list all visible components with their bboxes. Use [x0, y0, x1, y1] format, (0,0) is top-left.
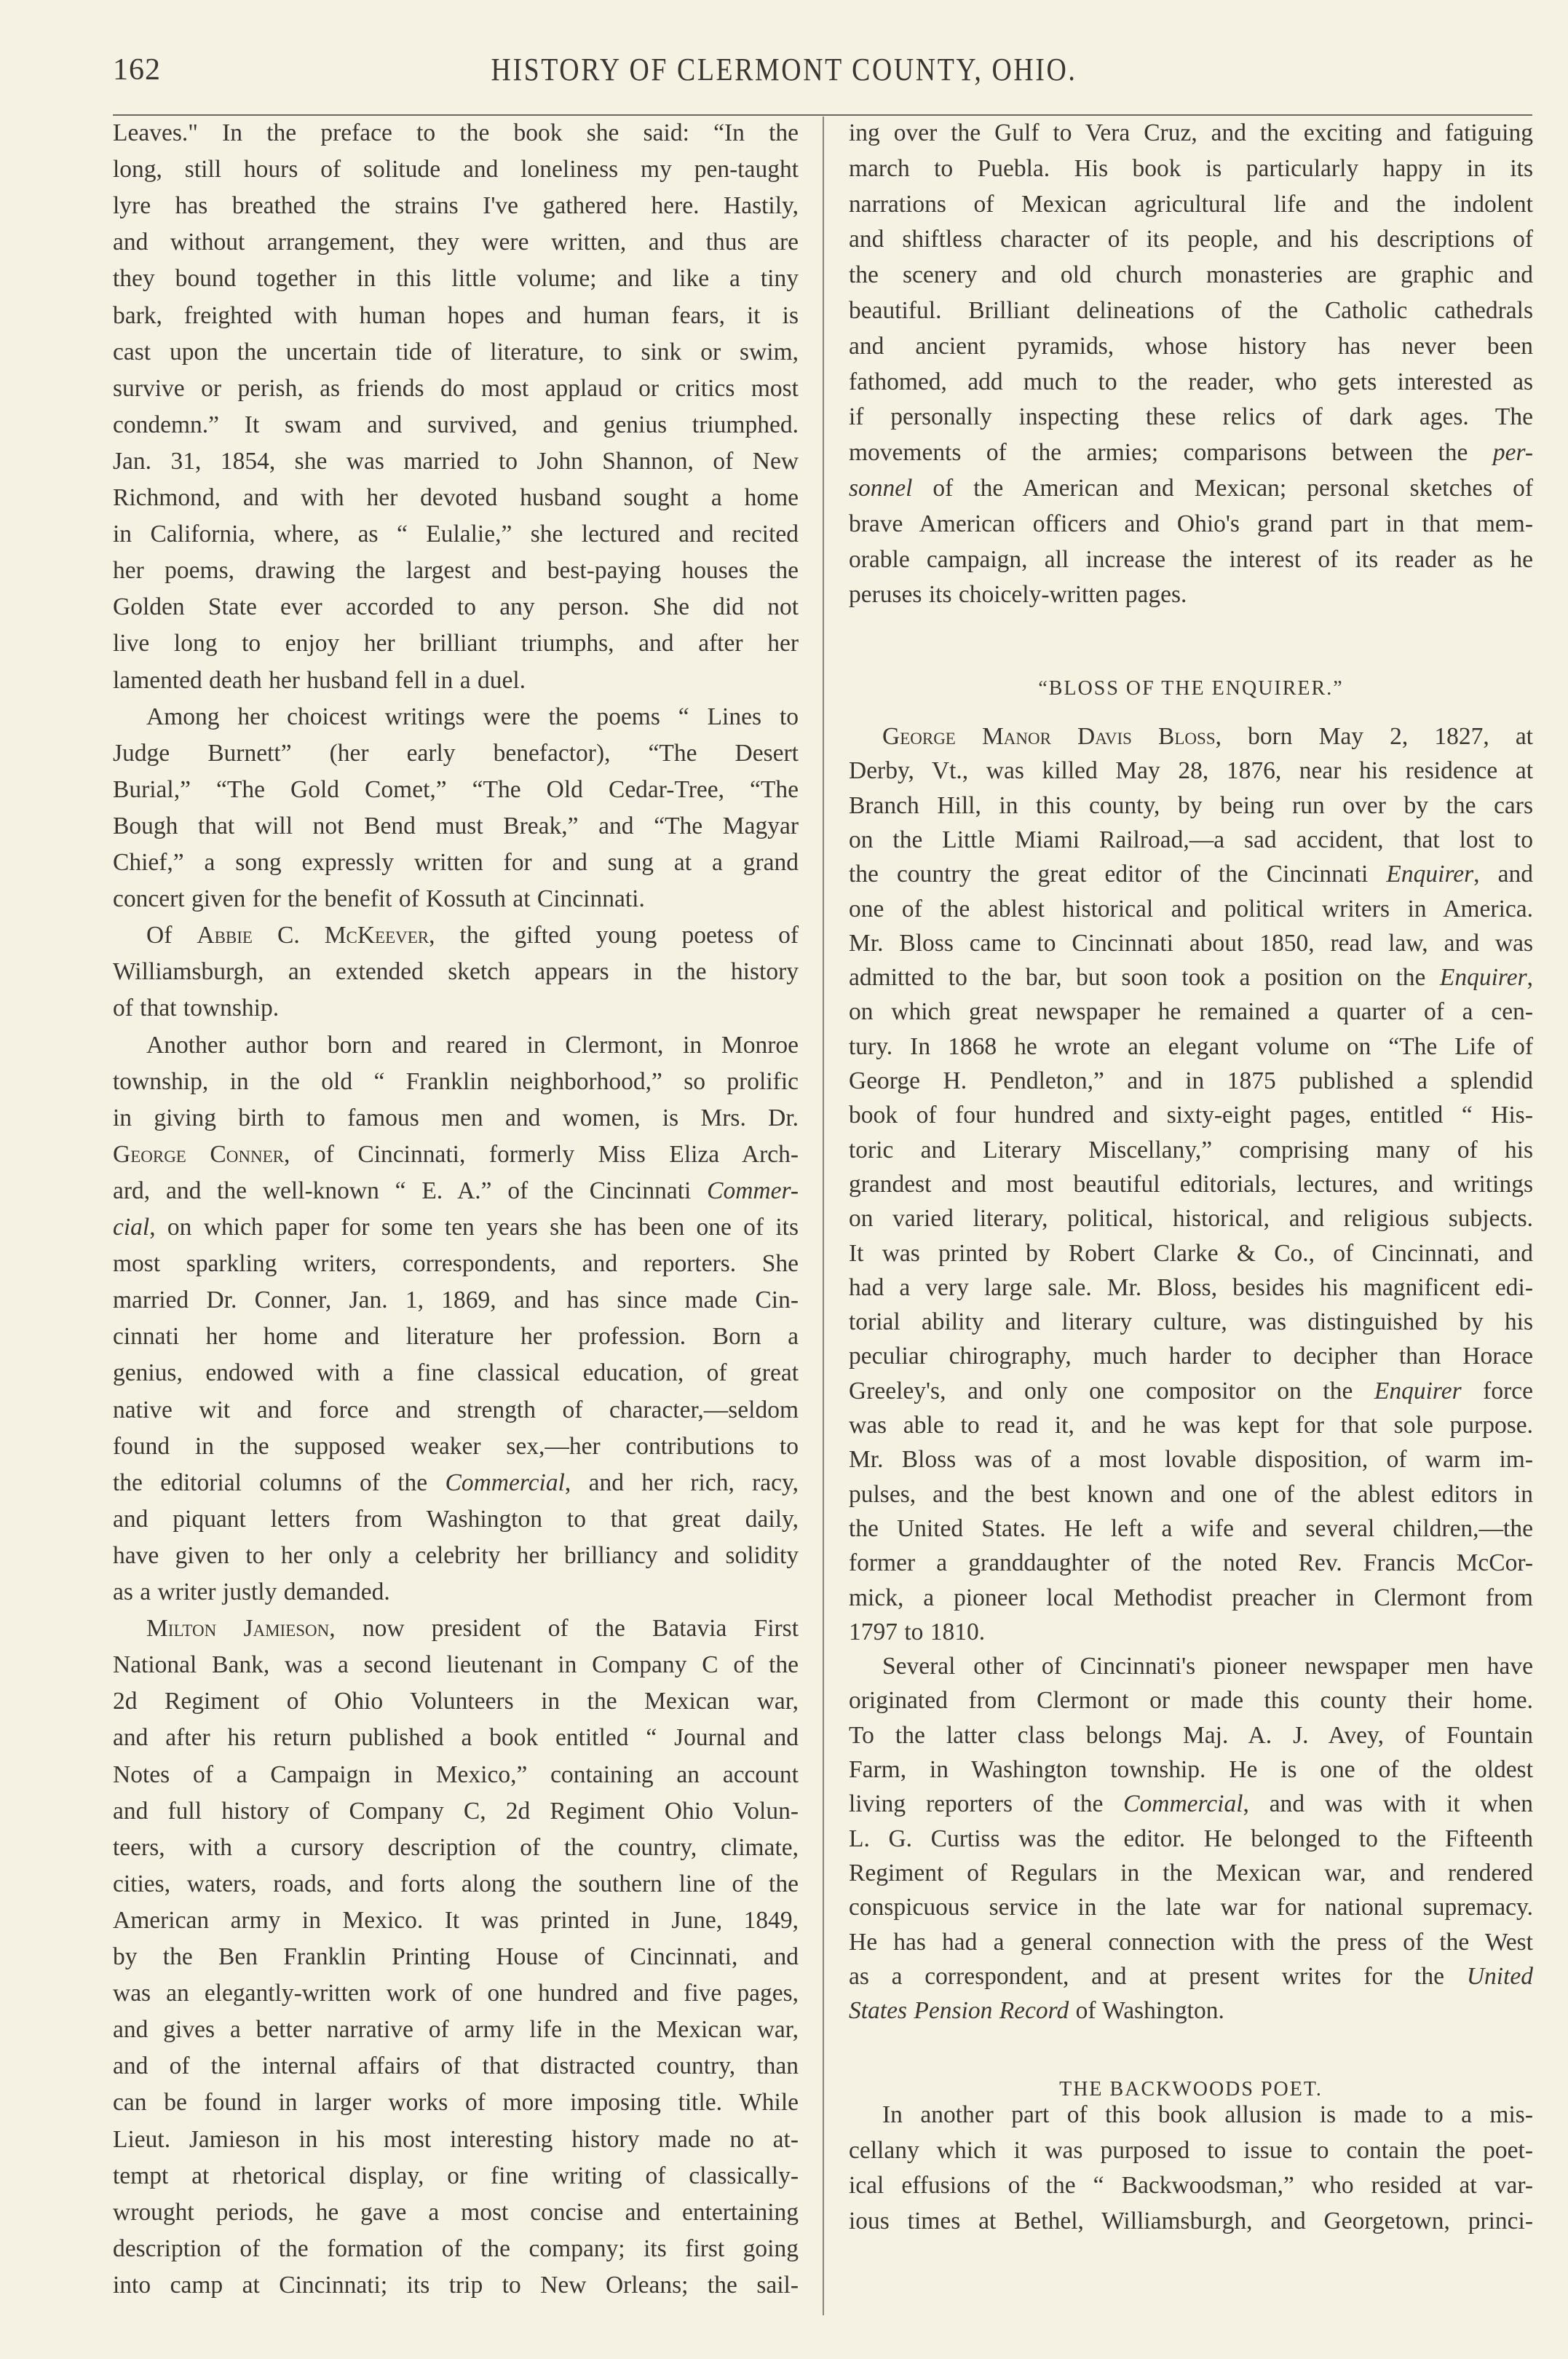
text-line: ical effusions of the “ Backwoodsman,” who resided at var- [849, 2172, 1533, 2200]
text-line: can be found in larger works of more imposing title. While [113, 2089, 799, 2117]
running-title: HISTORY OF CLERMONT COUNTY, OHIO. [491, 52, 1077, 87]
text-line: had a very large sale. Mr. Bloss, besides his magnificent edi- [849, 1273, 1533, 1301]
text-line: torial ability and literary culture, was distinguished by his [849, 1308, 1533, 1336]
text-line: fathomed, add much to the reader, who gets interested as [849, 368, 1533, 395]
text-line: George H. Pendleton,” and in 1875 published a splendid [849, 1067, 1533, 1094]
text-line: of that township. [113, 995, 280, 1022]
text-line: beautiful. Brilliant delineations of the Catholic cathedrals [849, 297, 1533, 324]
text-line: into camp at Cincinnati; its trip to New Orleans; the sail- [113, 2271, 799, 2299]
text-line: one of the ablest historical and political writers in America. [849, 895, 1533, 922]
small-caps-name: George Conner [113, 1140, 284, 1168]
text-line [849, 439, 1533, 467]
column-divider [823, 116, 824, 2315]
text-line: description of the formation of the company; its first going [113, 2234, 799, 2262]
text-run: , now president of the Batavia First [329, 1615, 799, 1643]
text-line: married Dr. Conner, Jan. 1, 1869, and has since made Cin- [113, 1287, 799, 1314]
text-run: , born May 2, 1827, at [1215, 723, 1533, 750]
text-line: toric and Literary Miscellany,” comprising many of his [849, 1136, 1533, 1163]
text-line: by the Ben Franklin Printing House of Cincinnati, and [113, 1943, 799, 1970]
text-line: native wit and force and strength of character,—seldom [113, 1396, 799, 1423]
text-line: Lieut. Jamieson in his most interesting history made no at- [113, 2125, 799, 2153]
small-caps-name: George Manor Davis Bloss [882, 723, 1216, 750]
text-line: originated from Clermont or made this county their home. [849, 1687, 1533, 1715]
text-line: American army in Mexico. It was printed in June, 1849, [113, 1906, 799, 1934]
text-line: was able to read it, and he was kept for that sole purpose. [849, 1412, 1533, 1439]
text-line: grandest and most beautiful editorials, lectures, and writings [849, 1170, 1533, 1198]
text-line: cities, waters, roads, and forts along the southern line of the [113, 1870, 799, 1897]
text-line: Mr. Bloss was of a most lovable disposition, of warm im- [849, 1446, 1533, 1474]
text-line: long, still hours of solitude and loneliness my pen-taught [113, 156, 799, 183]
section-heading-backwoods-poet: THE BACKWOODS POET. [1059, 2078, 1323, 2101]
text-line: narrations of Mexican agricultural life and the indolent [849, 190, 1533, 218]
text-line: lyre has breathed the strains I've gathered here. Hastily, [113, 192, 799, 220]
italic-text: per- [1492, 439, 1533, 467]
italic-text: Commercial [445, 1469, 565, 1496]
text-line [849, 861, 1533, 888]
italic-text: Commer- [707, 1177, 799, 1204]
text-line: cast upon the uncertain tide of literature, to sink or swim, [113, 338, 799, 365]
text-line: as a writer justly demanded. [113, 1578, 390, 1605]
text-line [849, 1790, 1533, 1818]
text-line [849, 964, 1533, 992]
text-run: as a correspondent, and at present writes for the [849, 1962, 1467, 1990]
text-line: Several other of Cincinnati's pioneer newspaper men have [882, 1653, 1533, 1680]
text-line: the scenery and old church monasteries are graphic and [849, 261, 1533, 289]
text-run: force [1461, 1377, 1533, 1404]
italic-text: Enquirer [1374, 1377, 1462, 1404]
text-line [849, 475, 1533, 502]
text-line: Chief,” a song expressly written for and sung at a grand [113, 849, 799, 876]
text-line: and of the internal affairs of that distracted country, than [113, 2052, 799, 2080]
text-line: Williamsburgh, an extended sketch appears in the history [113, 958, 799, 986]
text-line: and full history of Company C, 2d Regiment Ohio Volun- [113, 1797, 799, 1825]
text-line: Notes of a Campaign in Mexico,” containing an account [113, 1761, 799, 1788]
text-line: teers, with a cursory description of the country, climate, [113, 1833, 799, 1861]
italic-text: Enquirer [1439, 964, 1527, 992]
text-run: the editorial columns of the [113, 1469, 446, 1496]
text-run: , and [1473, 861, 1533, 888]
small-caps-name: Abbie C. McKeever [197, 922, 429, 949]
text-line: L. G. Curtiss was the editor. He belonged to the Fifteenth [849, 1825, 1533, 1852]
text-line: tempt at rhetorical display, or fine writing of classically- [113, 2162, 799, 2189]
text-run: of Washington. [1069, 1997, 1224, 2025]
text-line: on varied literary, political, historical, and religious subjects. [849, 1205, 1533, 1233]
text-line: and without arrangement, they were written, and thus are [113, 229, 799, 256]
text-line: Jan. 31, 1854, she was married to John Shannon, of New [113, 447, 799, 475]
text-line: township, in the old “ Franklin neighborhood,” so prolific [113, 1067, 799, 1095]
header-rule [113, 114, 1532, 116]
page-number: 162 [113, 53, 161, 87]
text-line: peculiar chirography, much harder to decipher than Horace [849, 1343, 1533, 1370]
text-line: 2d Regiment of Ohio Volunteers in the Mexican war, [113, 1688, 799, 1715]
text-line: Mr. Bloss came to Cincinnati about 1850, read law, and was [849, 929, 1533, 957]
text-line [113, 1214, 799, 1241]
text-line: bark, freighted with human hopes and human fears, it is [113, 301, 799, 329]
text-run: Greeley's, and only one compositor on the [849, 1377, 1374, 1404]
text-line [849, 1963, 1533, 1991]
text-line: Regiment of Regulars in the Mexican war, and rendered [849, 1859, 1533, 1886]
text-line: in California, where, as “ Eulalie,” she lectured and recited [113, 521, 799, 548]
text-line: live long to enjoy her brilliant triumphs, and after her [113, 630, 799, 657]
text-line: ing over the Gulf to Vera Cruz, and the exciting and fatiguing [849, 119, 1533, 146]
text-line: on which great newspaper he remained a quarter of a cen- [849, 998, 1533, 1026]
text-line: Farm, in Washington township. He is one of the oldest [849, 1756, 1533, 1783]
text-run: Of [146, 922, 197, 949]
text-line [113, 1469, 799, 1497]
text-line: if personally inspecting these relics of dark ages. The [849, 403, 1533, 431]
section-heading-bloss: “BLOSS OF THE ENQUIRER.” [1038, 677, 1344, 700]
text-line: Leaves." In the preface to the book she said: “In the [113, 119, 799, 146]
text-line: her poems, drawing the largest and best-paying houses the [113, 557, 799, 585]
text-line: the United States. He left a wife and several children,—the [849, 1514, 1533, 1542]
text-line: brave American officers and Ohio's grand part in that mem- [849, 510, 1533, 537]
text-run: admitted to the bar, but soon took a position on the [849, 964, 1440, 992]
text-line: former a granddaughter of the noted Rev. Francis McCor- [849, 1549, 1533, 1577]
text-line: Judge Burnett” (her early benefactor), “The Desert [113, 739, 799, 767]
text-line: have given to her only a celebrity her brilliancy and solidity [113, 1541, 799, 1569]
text-line: was an elegantly-written work of one hundred and five pages, [113, 1980, 799, 2007]
text-line: To the latter class belongs Maj. A. J. Avey, of Fountain [849, 1721, 1533, 1749]
text-run: ard, and the well-known “ E. A.” of the Cincinnati [113, 1177, 708, 1204]
italic-text: Commercial [1123, 1790, 1243, 1818]
text-line: genius, endowed with a fine classical education, of great [113, 1359, 799, 1387]
text-run: the country the great editor of the Cincinnati [849, 861, 1387, 888]
text-line: pulses, and the best known and one of the ablest editors in [849, 1480, 1533, 1508]
text-line: and shiftless character of its people, and his descriptions of [849, 226, 1533, 253]
text-line: condemn.” It swam and survived, and genius triumphed. [113, 411, 799, 438]
text-line: ious times at Bethel, Williamsburgh, and Georgetown, princi- [849, 2207, 1533, 2234]
italic-text: United [1466, 1962, 1533, 1990]
text-line: Derby, Vt., was killed May 28, 1876, near his residence at [849, 757, 1533, 785]
italic-text: States Pension Record [849, 1997, 1069, 2025]
text-line [113, 1177, 799, 1205]
text-run: , and her rich, racy, [564, 1469, 799, 1496]
text-run: , of Cincinnati, formerly Miss Eliza Arch- [283, 1140, 799, 1168]
text-run: of the American and Mexican; personal sketches of [912, 475, 1533, 502]
text-line: found in the supposed weaker sex,—her contributions to [113, 1432, 799, 1460]
text-line: lamented death her husband fell in a duel. [113, 666, 526, 694]
text-line: He has had a general connection with the press of the West [849, 1928, 1533, 1956]
text-line: It was printed by Robert Clarke & Co., of Cincinnati, and [849, 1239, 1533, 1267]
text-line [849, 1378, 1533, 1405]
text-line: cinnati her home and literature her profession. Born a [113, 1323, 799, 1351]
text-line: Branch Hill, in this county, by being run over by the cars [849, 791, 1533, 819]
text-line: and piquant letters from Washington to that great daily, [113, 1505, 799, 1533]
text-run: , on which paper for some ten years she has been one of its [149, 1214, 799, 1241]
italic-text: cial [113, 1214, 150, 1241]
text-run: living reporters of the [849, 1790, 1124, 1818]
text-line: In another part of this book allusion is made to a mis- [882, 2101, 1533, 2128]
text-line: orable campaign, all increase the interest of its reader as he [849, 545, 1533, 573]
text-line: survive or perish, as friends do most applaud or critics most [113, 374, 799, 402]
text-line: Bough that will not Bend must Break,” and “The Magyar [113, 812, 799, 839]
text-run: , and was with it when [1243, 1790, 1533, 1818]
text-line: wrought periods, he gave a most concise and entertaining [113, 2198, 799, 2226]
text-line: they bound together in this little volume; and like a tiny [113, 265, 799, 293]
text-line [113, 1141, 799, 1169]
text-line: march to Puebla. His book is particularly happy in its [849, 154, 1533, 182]
text-line: peruses its choicely-written pages. [849, 581, 1187, 609]
text-line: book of four hundred and sixty-eight pages, entitled “ His- [849, 1102, 1533, 1129]
text-line: cellany which it was purposed to issue to contain the poet- [849, 2136, 1533, 2164]
italic-text: Enquirer [1386, 861, 1474, 888]
text-line: and gives a better narrative of army life in the Mexican war, [113, 2016, 799, 2044]
text-line: and after his return published a book entitled “ Journal and [113, 1724, 799, 1752]
text-line: Richmond, and with her devoted husband sought a home [113, 484, 799, 511]
text-line [113, 922, 799, 949]
text-run: , the gifted young poetess of [429, 922, 799, 949]
text-line: in giving birth to famous men and women, is Mrs. Dr. [113, 1104, 799, 1131]
text-line: Another author born and reared in Clermont, in Monroe [146, 1031, 799, 1059]
text-line [849, 1997, 1533, 2025]
text-line: 1797 to 1810. [849, 1618, 986, 1645]
text-line [113, 1615, 799, 1643]
italic-text: sonnel [849, 475, 913, 502]
text-line: concert given for the benefit of Kossuth at Cincinnati. [113, 885, 645, 913]
text-line: Golden State ever accorded to any person. She did not [113, 593, 799, 621]
text-line: tury. In 1868 he wrote an elegant volume on “The Life of [849, 1032, 1533, 1060]
text-line: and ancient pyramids, whose history has never been [849, 332, 1533, 360]
text-line: National Bank, was a second lieutenant in Company C of the [113, 1651, 799, 1679]
text-line: conspicuous service in the late war for national supremacy. [849, 1894, 1533, 1921]
small-caps-name: Milton Jamieson [146, 1615, 330, 1643]
text-line: most sparkling writers, correspondents, and reporters. She [113, 1250, 799, 1278]
text-line: Burial,” “The Gold Comet,” “The Old Cedar-Tree, “The [113, 775, 799, 803]
text-line: on the Little Miami Railroad,—a sad accident, that lost to [849, 826, 1533, 853]
text-run: , [1527, 964, 1533, 992]
text-run: movements of the armies; comparisons between the [849, 439, 1493, 467]
text-line: mick, a pioneer local Methodist preacher in Clermont from [849, 1584, 1533, 1611]
text-line [849, 723, 1533, 751]
text-line: Among her choicest writings were the poems “ Lines to [146, 703, 799, 730]
